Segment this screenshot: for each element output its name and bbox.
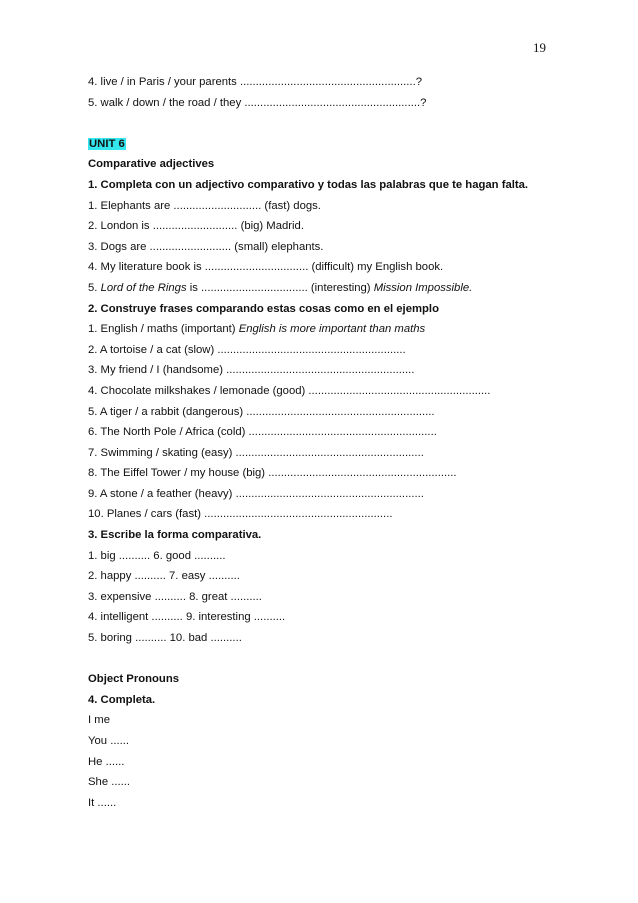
exercise-2-item: 7. Swimming / skating (easy) ............................................................ — [88, 446, 424, 459]
prev-exercise-item: 5. walk / down / the road / they ........................................................? — [88, 96, 427, 109]
exercise-2-example — [88, 319, 558, 340]
exercise-3-item: 1. big .......... 6. good .......... — [88, 549, 226, 562]
exercise-1-item: 3. Dogs are .......................... (small) elephants. — [88, 240, 324, 253]
exercise-2-item: 5. A tiger / a rabbit (dangerous) ............................................................ — [88, 405, 435, 418]
exercise-3-item: 4. intelligent .......... 9. interesting .......... — [88, 611, 286, 624]
pronoun-item: You ...... — [88, 735, 130, 747]
example-prompt: 1. English / maths (important) — [88, 323, 239, 336]
exercise-2-item: 4. Chocolate milkshakes / lemonade (good) .......................................................... — [88, 384, 491, 397]
exercise-3-title: 3. Escribe la forma comparativa. — [88, 529, 262, 542]
pronoun-item: It ...... — [88, 796, 117, 809]
exercise-2-item: 9. A stone / a feather (heavy) ............................................................ — [88, 487, 424, 500]
page-number: 19 — [533, 40, 546, 55]
exercise-2-item: 6. The North Pole / Africa (cold) ............................................................ — [88, 426, 437, 439]
exercise-1-item — [88, 278, 558, 299]
unit-heading — [88, 134, 558, 155]
exercise-2-item: 3. My friend / I (handsome) ............................................................ — [88, 364, 415, 377]
exercise-3-item: 5. boring .......... 10. bad .......... — [88, 632, 242, 645]
spacer — [88, 649, 558, 670]
exercise-1-item: 2. London is ........................... (big) Madrid. — [88, 220, 304, 233]
exercise-1-item: 1. Elephants are ............................ (fast) dogs. — [88, 199, 321, 212]
object-pronouns-title: Object Pronouns — [88, 673, 180, 686]
pronoun-item: She ...... — [88, 776, 131, 789]
section-title: Comparative adjectives — [88, 158, 215, 171]
pronoun-item: I me — [88, 714, 110, 727]
example-answer: English is more important than maths — [238, 323, 426, 336]
exercise-2-title: 2. Construye frases comparando estas cosas como en el ejemplo — [88, 302, 439, 315]
pronoun-item: He ...... — [88, 755, 125, 768]
item-number: 5. — [88, 281, 101, 294]
movie-title: Lord of the Rings — [100, 281, 187, 294]
exercise-1-item: 4. My literature book is ................................. (difficult) my English book. — [88, 261, 444, 274]
movie-title: Mission Impossible. — [373, 281, 473, 294]
document-body — [88, 72, 558, 813]
prev-exercise-item: 4. live / in Paris / your parents ........................................................? — [88, 76, 422, 88]
exercise-3-item: 3. expensive .......... 8. great .......... — [88, 590, 262, 603]
unit-label: UNIT 6 — [89, 137, 125, 150]
exercise-2-item: 2. A tortoise / a cat (slow) ............................................................ — [88, 343, 406, 356]
exercise-1-title: 1. Completa con un adjectivo comparativo y todas las palabras que te hagan falta. — [88, 178, 529, 191]
item-text: is .................................. (interesting) — [186, 281, 374, 294]
exercise-3-item: 2. happy .......... 7. easy .......... — [88, 570, 240, 583]
exercise-2-item: 10. Planes / cars (fast) ............................................................ — [88, 508, 393, 521]
exercise-4-title: 4. Completa. — [88, 693, 156, 706]
spacer — [88, 113, 558, 134]
exercise-2-item: 8. The Eiffel Tower / my house (big) ............................................................ — [88, 467, 457, 480]
